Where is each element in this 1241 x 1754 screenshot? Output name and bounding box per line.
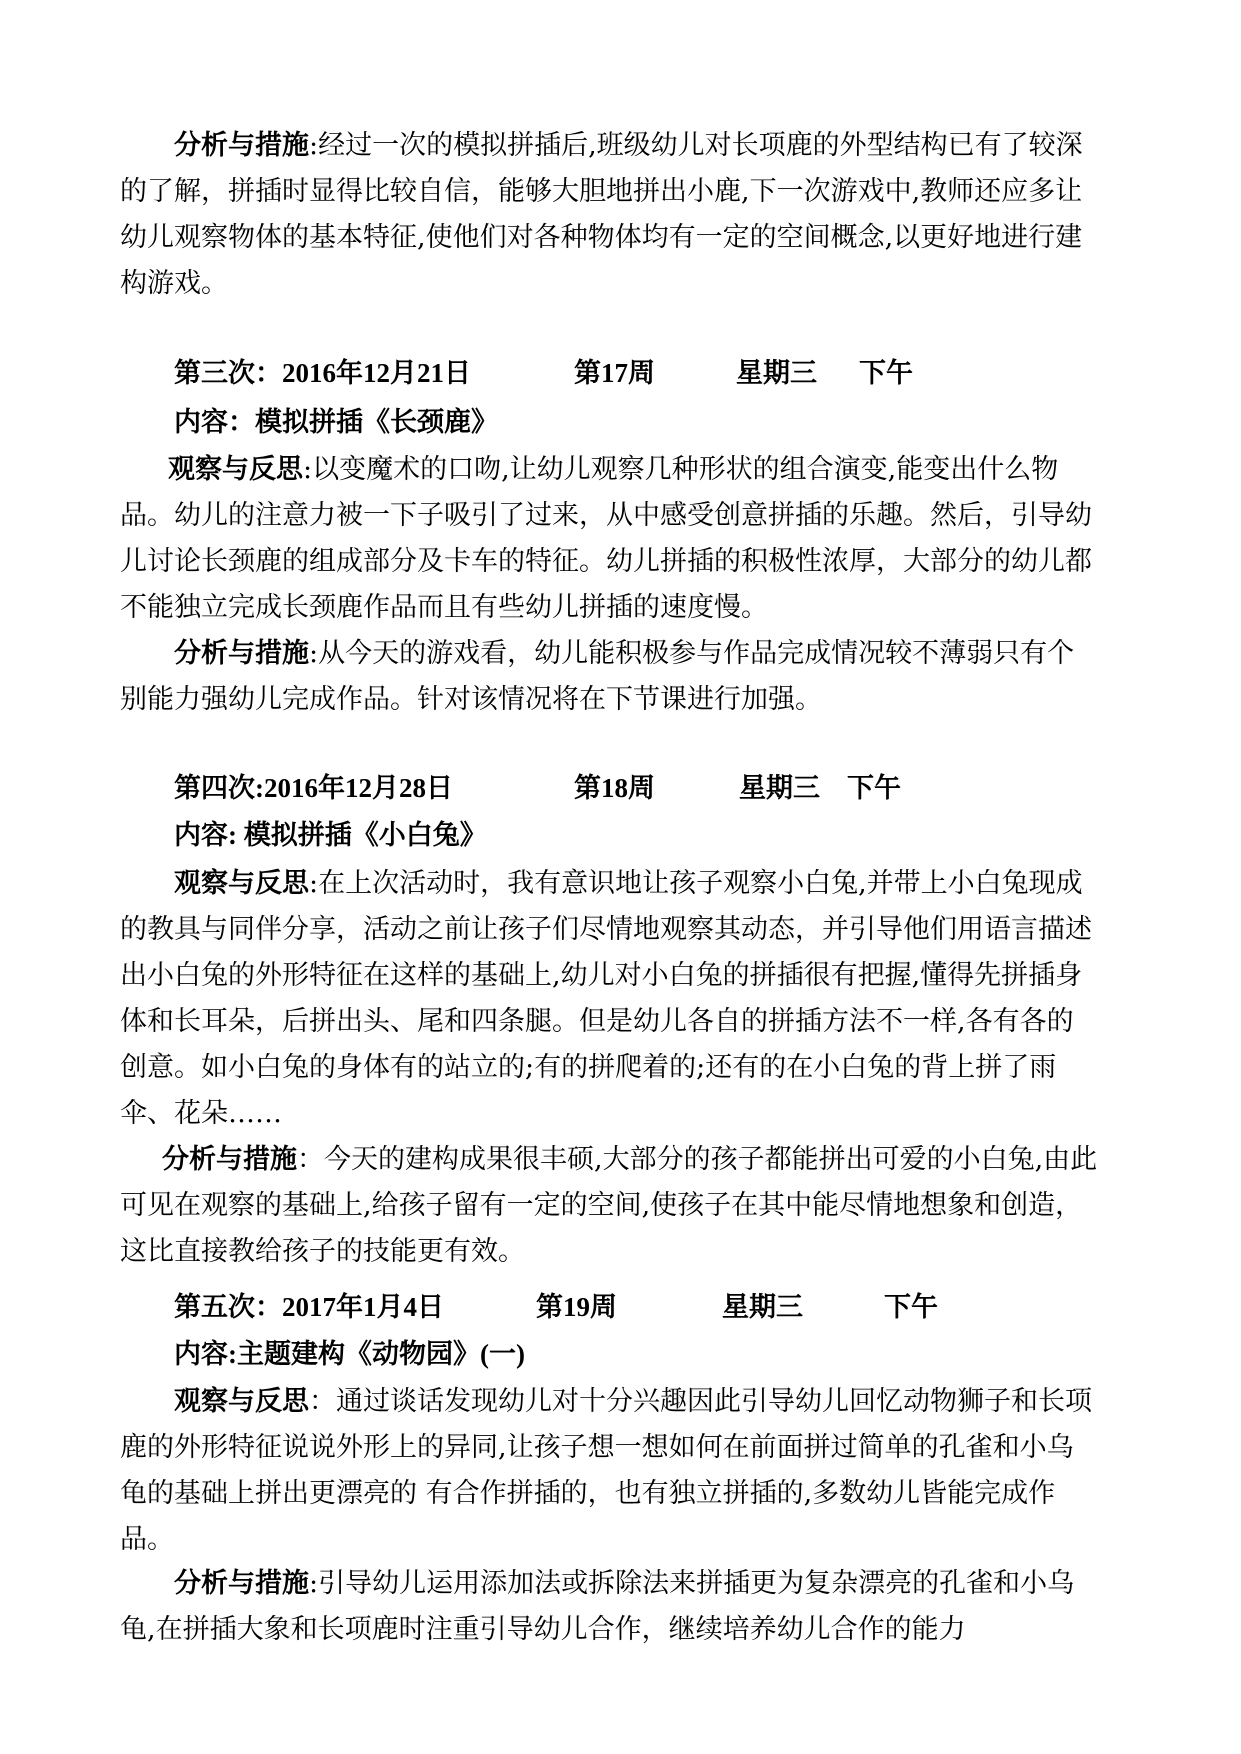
s5-content-heading: 内容:主题建构《动物园》(一): [174, 1339, 525, 1369]
s3-content-heading: 内容：模拟拼插《长颈鹿》: [174, 407, 498, 437]
s3-week: 第17周: [574, 358, 655, 388]
s4-time: 下午: [847, 773, 901, 803]
s2-analysis-paragraph: [120, 122, 1100, 307]
s4-week: 第18周: [574, 773, 655, 803]
s3-weekday: 星期三: [736, 358, 817, 388]
s5-observe-label: 观察与反思: [174, 1386, 309, 1416]
s5-observe-paragraph: [120, 1378, 1100, 1563]
s3-observe-label: 观察与反思: [168, 454, 303, 484]
s4-content-heading: 内容: 模拟拼插《小白兔》: [174, 820, 487, 850]
s5-analysis-label: 分析与措施: [174, 1568, 309, 1598]
s4-analysis-label: 分析与措施: [162, 1144, 297, 1174]
s5-analysis-paragraph: [120, 1560, 1100, 1653]
s5-observe-text: ：通过谈话发现幼儿对十分兴趣因此引导幼儿回忆动物狮子和长项鹿的外形特征说说外形上的异同,让孩子想一想如何在前面拼过简单的孔雀和小乌龟的基础上拼出更漂亮的 有合作拼插的，也有独立拼插的,多数幼儿皆能完成作品。: [120, 1386, 1092, 1555]
s3-observe-text: :以变魔术的口吻,让幼儿观察几种形状的组合演变,能变出什么物品。幼儿的注意力被一下子吸引了过来，从中感受创意拼插的乐趣。然后，引导幼儿讨论长颈鹿的组成部分及卡车的特征。幼儿拼插的积极性浓厚，大部分的幼儿都不能独立完成长颈鹿作品而且有些幼儿拼插的速度慢。: [120, 454, 1092, 623]
s3-analysis-label: 分析与措施: [174, 638, 309, 668]
s5-time: 下午: [884, 1292, 938, 1322]
s5-analysis-text: :引导幼儿运用添加法或拆除法来拼插更为复杂漂亮的孔雀和小乌龟,在拼插大象和长项鹿时注重引导幼儿合作，继续培养幼儿合作的能力: [120, 1568, 1075, 1645]
s3-session-date: 第三次：2016年12月21日: [174, 358, 471, 388]
s3-analysis-text: :从今天的游戏看，幼儿能积极参与作品完成情况较不薄弱只有个别能力强幼儿完成作品。针对该情况将在下节课进行加强。: [120, 638, 1075, 715]
s5-session-date: 第五次：2017年1月4日: [174, 1292, 444, 1322]
s4-observe-text: :在上次活动时，我有意识地让孩子观察小白兔,并带上小白兔现成的教具与同伴分享，活动之前让孩子们尽情地观察其动态，并引导他们用语言描述出小白兔的外形特征在这样的基础上,幼儿对小白兔的拼插很有把握,懂得先拼插身体和长耳朵，后拼出头、尾和四条腿。但是幼儿各自的拼插方法不一样,各有各的创意。如小白兔的身体有的站立的;有的拼爬着的;还有的在小白兔的背上拼了雨伞、花朵……: [120, 868, 1092, 1129]
s5-session-heading: [174, 1287, 938, 1327]
s3-time: 下午: [859, 358, 913, 388]
s3-session-heading: [174, 353, 913, 393]
s4-analysis-text: ：今天的建构成果很丰硕,大部分的孩子都能拼出可爱的小白兔,由此可见在观察的基础上,给孩子留有一定的空间,使孩子在其中能尽情地想象和创造，这比直接教给孩子的技能更有效。: [120, 1144, 1098, 1267]
s5-weekday: 星期三: [722, 1292, 803, 1322]
s4-observe-label: 观察与反思: [174, 868, 309, 898]
s2-analysis-text: :经过一次的模拟拼插后,班级幼儿对长项鹿的外型结构已有了较深的了解，拼插时显得比较自信，能够大胆地拼出小鹿,下一次游戏中,教师还应多让幼儿观察物体的基本特征,使他们对各种物体均有一定的空间概念,以更好地进行建构游戏。: [120, 130, 1083, 299]
s5-week: 第19周: [536, 1292, 617, 1322]
s4-weekday: 星期三: [739, 773, 820, 803]
s4-session-date: 第四次:2016年12月28日: [174, 773, 453, 803]
s3-observe-paragraph: [120, 446, 1100, 631]
s4-observe-paragraph: [120, 860, 1100, 1137]
s4-analysis-paragraph: [120, 1136, 1100, 1275]
s2-analysis-label: 分析与措施: [174, 130, 309, 160]
s3-analysis-paragraph: [120, 630, 1100, 723]
s4-session-heading: [174, 768, 901, 808]
